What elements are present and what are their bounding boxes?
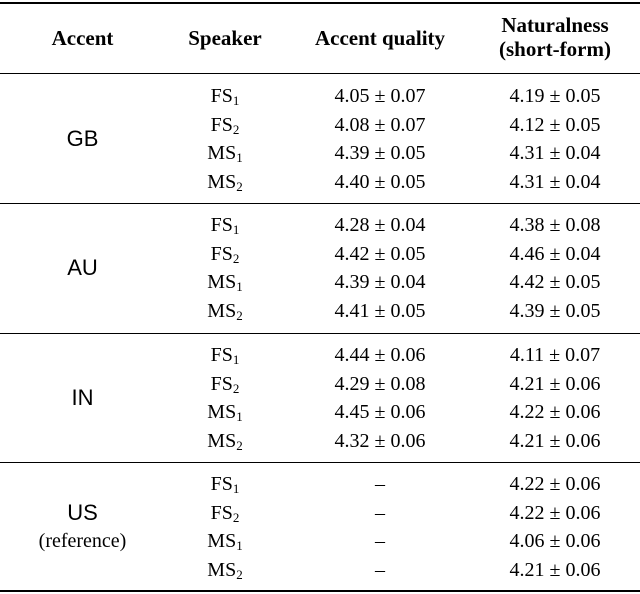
speaker-label: MS: [207, 271, 237, 293]
speaker-cell: [170, 341, 280, 369]
header-speaker: Speaker: [188, 26, 262, 50]
accent-quality-cell: 4.29 ± 0.08: [334, 372, 426, 395]
accent-quality-cell: 4.41 ± 0.05: [334, 299, 426, 322]
speaker-cell: [170, 398, 280, 426]
accent-code: IN: [71, 385, 94, 410]
accent-cell: [10, 499, 155, 555]
naturalness-cell: 4.42 ± 0.05: [509, 271, 601, 293]
speaker-label: FS: [210, 242, 233, 265]
speaker-label: FS: [210, 473, 233, 495]
accent-quality-cell: 4.32 ± 0.06: [334, 429, 426, 452]
speaker-cell: [170, 240, 280, 268]
naturalness-cell: 4.06 ± 0.06: [509, 530, 601, 552]
speaker-label: FS: [210, 113, 233, 136]
speaker-subscript: 2: [232, 380, 240, 396]
accent-code: AU: [67, 255, 98, 280]
header-naturalness: [475, 13, 635, 61]
naturalness-cell: 4.46 ± 0.04: [509, 242, 601, 265]
accent-cell: [10, 254, 155, 282]
speaker-label: FS: [210, 344, 233, 366]
bottom-rule: [0, 590, 640, 592]
header-naturalness-line2: (short-form): [499, 37, 611, 61]
speaker-label: MS: [207, 530, 237, 552]
group-rule: [0, 462, 640, 463]
speaker-cell: [170, 470, 280, 498]
speaker-subscript: 2: [236, 307, 243, 323]
speaker-subscript: 1: [232, 93, 240, 108]
speaker-cell: [170, 499, 280, 527]
speaker-label: MS: [207, 558, 237, 581]
speaker-subscript: 1: [236, 279, 243, 294]
accent-quality-cell: 4.40 ± 0.05: [334, 170, 426, 193]
naturalness-cell: 4.22 ± 0.06: [509, 401, 601, 423]
speaker-subscript: 2: [236, 178, 243, 194]
naturalness-cell: 4.39 ± 0.05: [509, 299, 601, 322]
accent-quality-cell: 4.45 ± 0.06: [334, 401, 426, 423]
accent-quality-cell: 4.05 ± 0.07: [334, 85, 426, 107]
speaker-label: FS: [210, 501, 233, 524]
speaker-subscript: 1: [236, 150, 243, 165]
accent-quality-cell: 4.39 ± 0.04: [334, 271, 426, 293]
speaker-subscript: 1: [236, 538, 243, 553]
naturalness-cell: 4.31 ± 0.04: [509, 170, 601, 193]
header-accent-quality: Accent quality: [314, 26, 446, 50]
accent-quality-cell: –: [375, 530, 385, 552]
accent-quality-cell: 4.39 ± 0.05: [334, 142, 426, 164]
speaker-cell: [170, 527, 280, 555]
group-rule: [0, 73, 640, 74]
speaker-label: MS: [207, 142, 237, 164]
naturalness-cell: 4.22 ± 0.06: [509, 473, 601, 495]
group-rule: [0, 333, 640, 334]
speaker-subscript: 1: [232, 222, 240, 237]
naturalness-cell: 4.21 ± 0.06: [509, 429, 601, 452]
speaker-cell: [170, 297, 280, 325]
speaker-cell: [170, 370, 280, 398]
speaker-cell: [170, 427, 280, 455]
speaker-cell: [170, 556, 280, 584]
speaker-subscript: 1: [236, 409, 243, 424]
speaker-cell: [170, 111, 280, 139]
naturalness-cell: 4.11 ± 0.07: [509, 344, 601, 366]
accent-quality-cell: –: [375, 473, 385, 495]
speaker-subscript: 2: [232, 121, 240, 137]
accent-quality-cell: 4.44 ± 0.06: [334, 344, 426, 366]
accent-code: GB: [66, 126, 99, 151]
speaker-label: MS: [207, 429, 237, 452]
naturalness-cell: 4.31 ± 0.04: [509, 142, 601, 164]
speaker-subscript: 1: [232, 481, 240, 496]
speaker-subscript: 2: [232, 509, 240, 525]
speaker-cell: [170, 268, 280, 296]
speaker-label: MS: [207, 401, 237, 423]
naturalness-cell: 4.19 ± 0.05: [509, 85, 601, 107]
header-naturalness-line1: Naturalness: [501, 13, 609, 37]
naturalness-cell: 4.12 ± 0.05: [509, 113, 601, 136]
naturalness-cell: 4.21 ± 0.06: [509, 372, 601, 395]
accent-quality-cell: –: [375, 558, 385, 581]
accent-code: US: [67, 500, 98, 525]
group-rule: [0, 203, 640, 204]
speaker-label: FS: [210, 372, 233, 395]
accent-quality-cell: 4.42 ± 0.05: [334, 242, 426, 265]
speaker-subscript: 1: [232, 352, 240, 367]
header-accent: Accent: [51, 26, 114, 50]
accent-quality-cell: –: [375, 501, 385, 524]
speaker-label: MS: [207, 299, 237, 322]
accent-cell: [10, 125, 155, 153]
accent-quality-cell: 4.28 ± 0.04: [334, 214, 426, 236]
speaker-cell: [170, 82, 280, 110]
speaker-subscript: 2: [232, 250, 240, 266]
speaker-cell: [170, 139, 280, 167]
naturalness-cell: 4.38 ± 0.08: [509, 214, 601, 236]
top-rule: [0, 2, 640, 4]
speaker-label: FS: [210, 214, 233, 236]
accent-quality-cell: 4.08 ± 0.07: [334, 113, 426, 136]
speaker-subscript: 2: [236, 437, 243, 453]
speaker-subscript: 2: [236, 566, 243, 582]
naturalness-cell: 4.21 ± 0.06: [509, 558, 601, 581]
speaker-cell: [170, 211, 280, 239]
naturalness-cell: 4.22 ± 0.06: [509, 501, 601, 524]
speaker-label: MS: [207, 170, 237, 193]
accent-cell: [10, 384, 155, 412]
accent-note: (reference): [38, 530, 127, 552]
speaker-cell: [170, 168, 280, 196]
speaker-label: FS: [210, 85, 233, 107]
